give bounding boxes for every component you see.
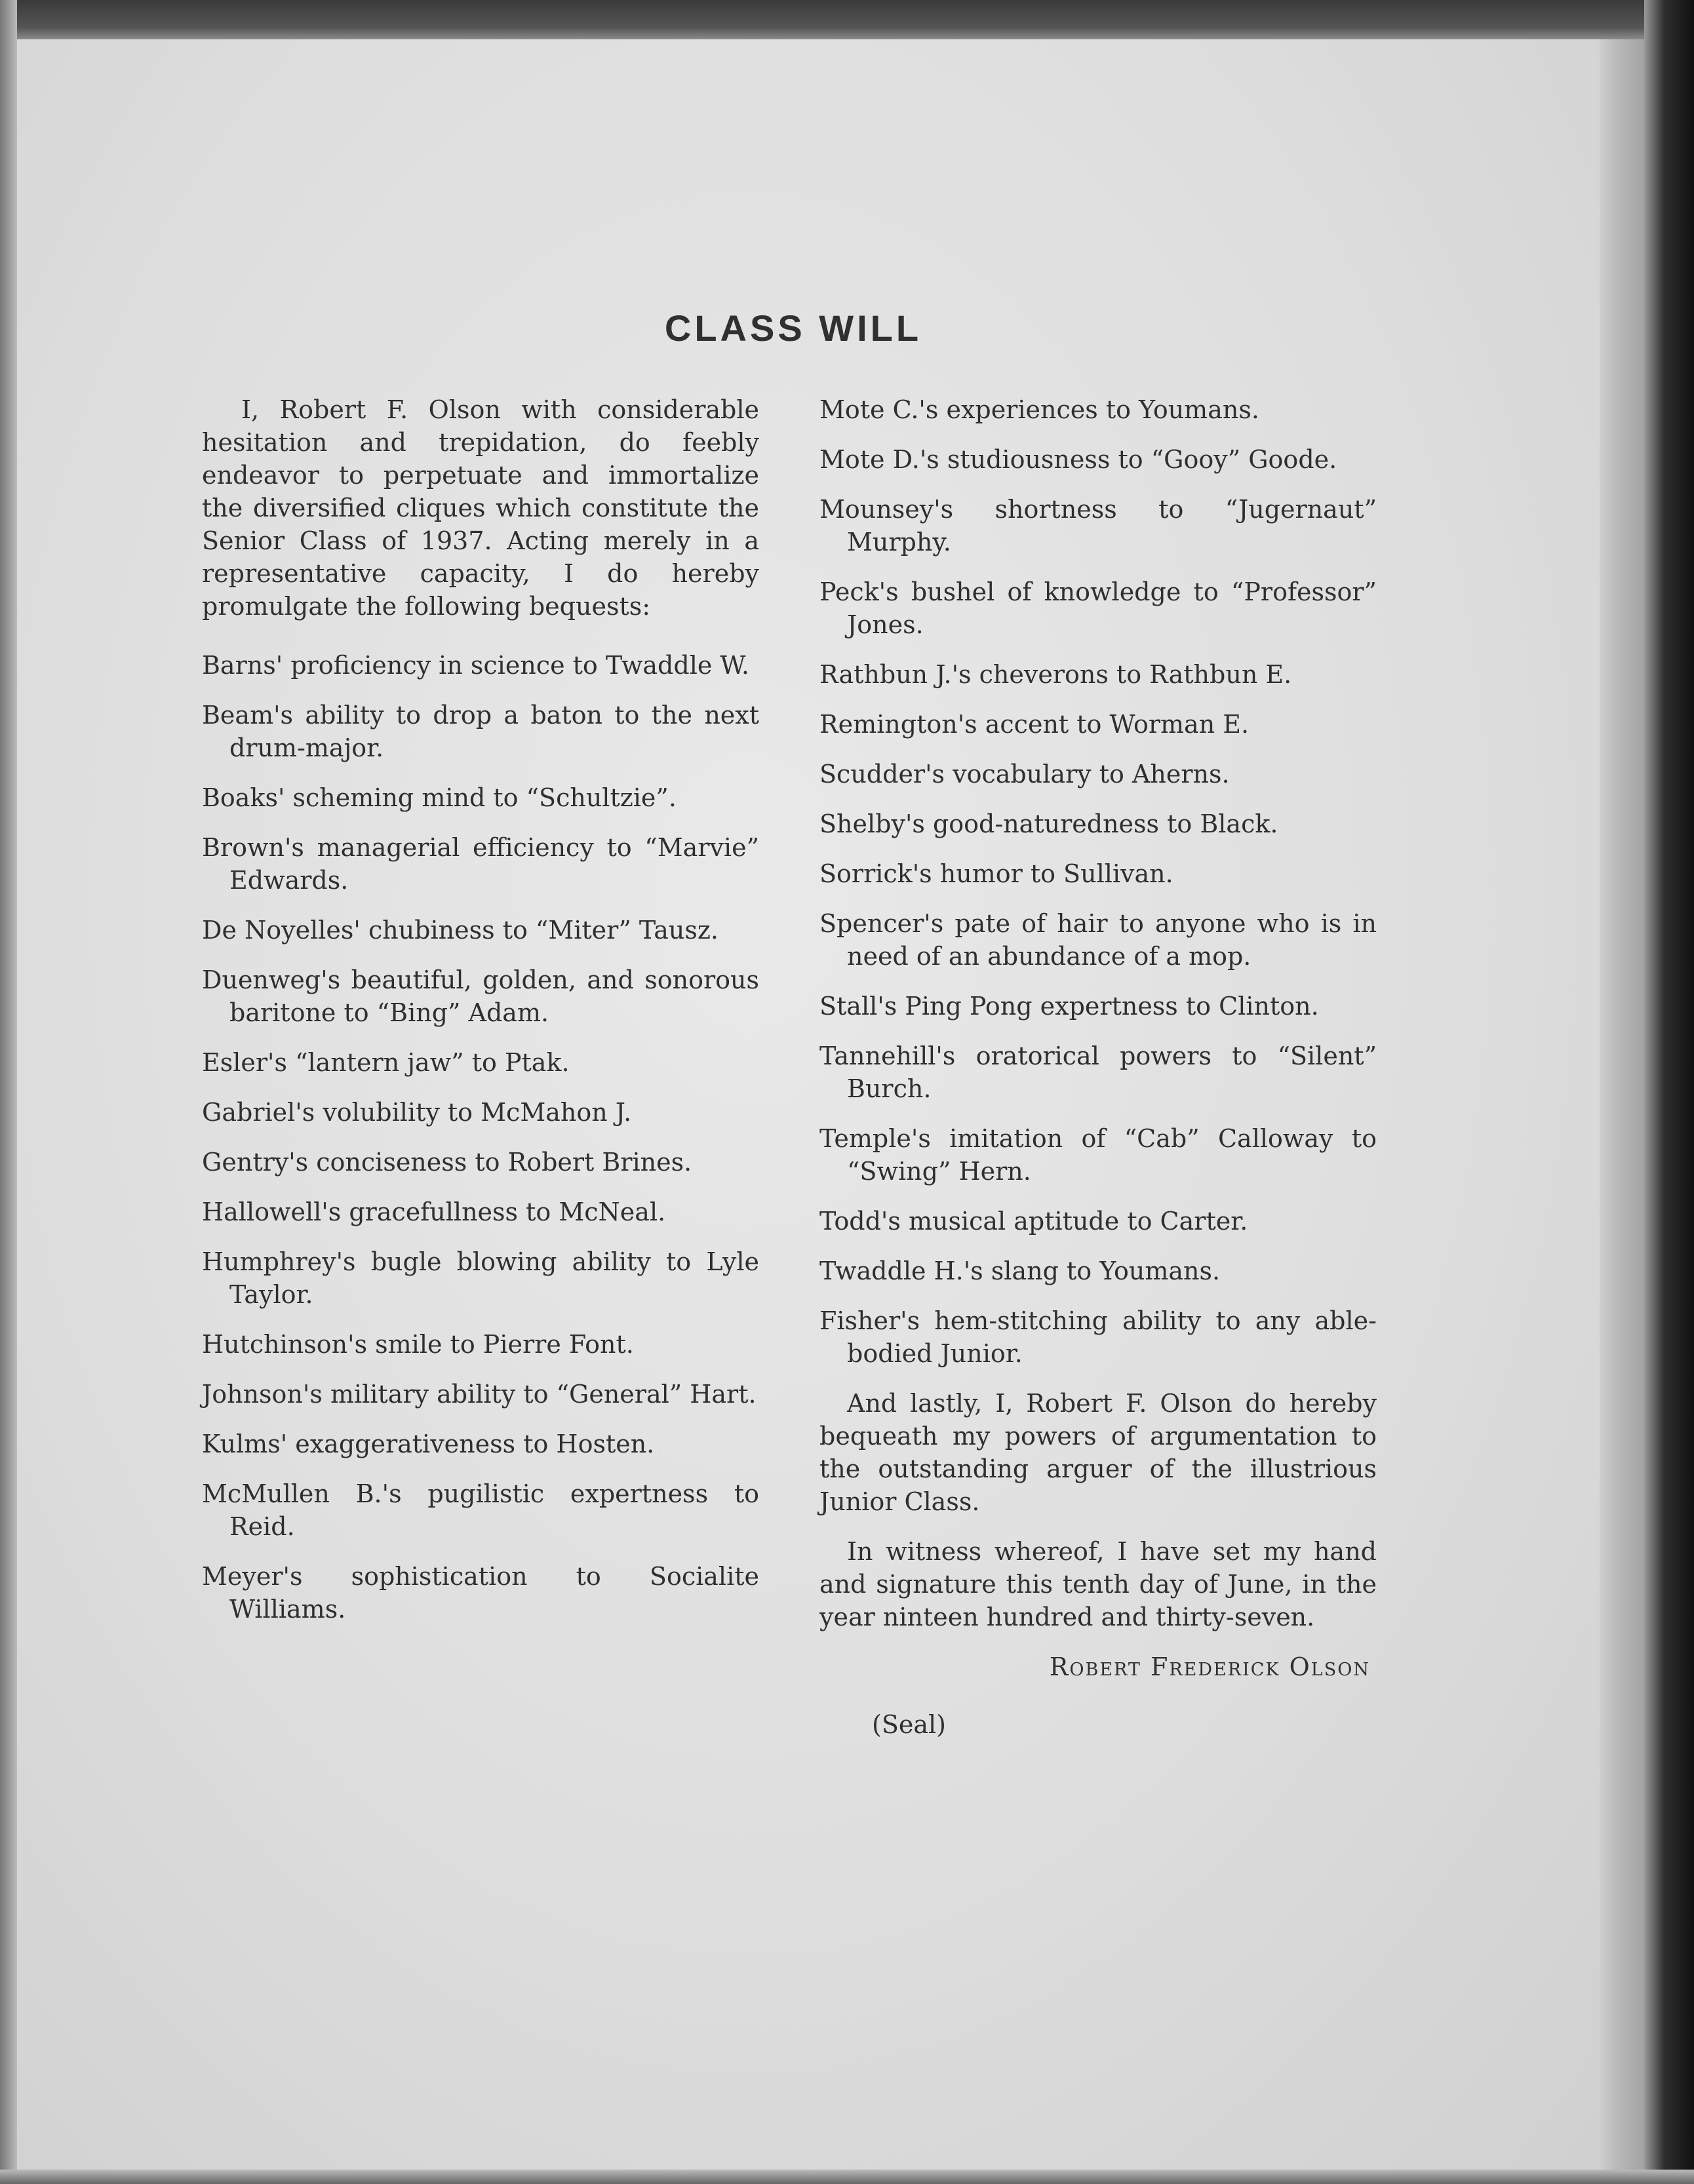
bequest-entry: Remington's accent to Worman E. <box>819 710 1250 739</box>
bequest-entry: Peck's bushel of knowledge to “Professor” Jones. <box>819 577 1377 639</box>
preamble-paragraph: I, Robert F. Olson with considerable hesitation and trepidation, do feebly endeavor to perpetuate and immortalize the diversified cliques which constitute the Senior Class of 1937. Acting merely in a representative capacity, I do hereby promulgate the following bequests: <box>202 395 759 621</box>
bequest-entry: Rathbun J.'s cheverons to Rathbun E. <box>819 660 1292 689</box>
page-title: CLASS WILL <box>664 307 922 349</box>
bequest-entry: Meyer's sophistication to Socialite Williams. <box>202 1562 759 1624</box>
bequest-entry: Gentry's conciseness to Robert Brines. <box>202 1148 692 1177</box>
bequest-entry: Hutchinson's smile to Pierre Font. <box>202 1330 634 1359</box>
bequest-entry: Temple's imitation of “Cab” Calloway to “Swing” Hern. <box>819 1124 1377 1186</box>
bequest-entry: Scudder's vocabulary to Aherns. <box>819 760 1230 789</box>
bequest-entry: Stall's Ping Pong expertness to Clinton. <box>819 992 1319 1021</box>
scan-edge-bottom <box>0 2170 1694 2184</box>
witness-paragraph: In witness whereof, I have set my hand and signature this tenth day of June, in the year ninteen hundred and thirty-seven. <box>819 1537 1377 1631</box>
bequest-entry: Brown's managerial efficiency to “Marvie” Edwards. <box>202 833 759 895</box>
bequest-entry: Fisher's hem-stitching ability to any able-bodied Junior. <box>819 1306 1377 1368</box>
bequest-entry: Barns' proficiency in science to Twaddle W. <box>202 651 749 680</box>
bequest-entry: Kulms' exaggerativeness to Hosten. <box>202 1430 655 1458</box>
bequest-entry: Esler's “lantern jaw” to Ptak. <box>202 1048 570 1077</box>
left-column <box>202 393 759 1643</box>
bequest-entry: De Noyelles' chubiness to “Miter” Tausz. <box>202 916 719 945</box>
bequest-entry: Duenweg's beautiful, golden, and sonorous baritone to “Bing” Adam. <box>202 965 759 1027</box>
bequest-entry: Shelby's good-naturedness to Black. <box>819 809 1278 838</box>
page-binding-shadow <box>1600 39 1644 2170</box>
bequest-entry: Sorrick's humor to Sullivan. <box>819 859 1173 888</box>
bequest-entry: Mounsey's shortness to “Jugernaut” Murphy. <box>819 495 1377 556</box>
bequest-entry: Beam's ability to drop a baton to the next drum-major. <box>202 701 759 762</box>
bequest-entry: Gabriel's volubility to McMahon J. <box>202 1098 632 1127</box>
closing-paragraph: And lastly, I, Robert F. Olson do hereby bequeath my powers of argumentation to the outstanding arguer of the illustrious Junior Class. <box>819 1389 1377 1516</box>
scan-edge-right <box>1644 0 1694 2184</box>
right-bequest-list <box>819 393 1377 1370</box>
right-column <box>819 393 1377 1741</box>
bequest-entry: Hallowell's gracefullness to McNeal. <box>202 1198 666 1226</box>
bequest-entry: Todd's musical aptitude to Carter. <box>819 1207 1248 1236</box>
signature: Robert Frederick Olson <box>1049 1652 1370 1681</box>
bequest-entry: Twaddle H.'s slang to Youmans. <box>819 1257 1221 1285</box>
scan-edge-top <box>0 0 1694 39</box>
bequest-entry: Humphrey's bugle blowing ability to Lyle Taylor. <box>202 1247 759 1309</box>
bequest-entry: Tannehill's oratorical powers to “Silent” Burch. <box>819 1042 1377 1103</box>
seal-label: (Seal) <box>872 1710 946 1739</box>
bequest-entry: Mote D.'s studiousness to “Gooy” Goode. <box>819 445 1337 474</box>
bequest-entry: Mote C.'s experiences to Youmans. <box>819 395 1259 424</box>
bequest-entry: Boaks' scheming mind to “Schultzie”. <box>202 783 677 812</box>
bequest-entry: Spencer's pate of hair to anyone who is in need of an abundance of a mop. <box>819 909 1377 971</box>
left-bequest-list <box>202 649 759 1626</box>
bequest-entry: Johnson's military ability to “General” Hart. <box>202 1380 757 1409</box>
bequest-entry: McMullen B.'s pugilistic expertness to Reid. <box>202 1479 759 1541</box>
